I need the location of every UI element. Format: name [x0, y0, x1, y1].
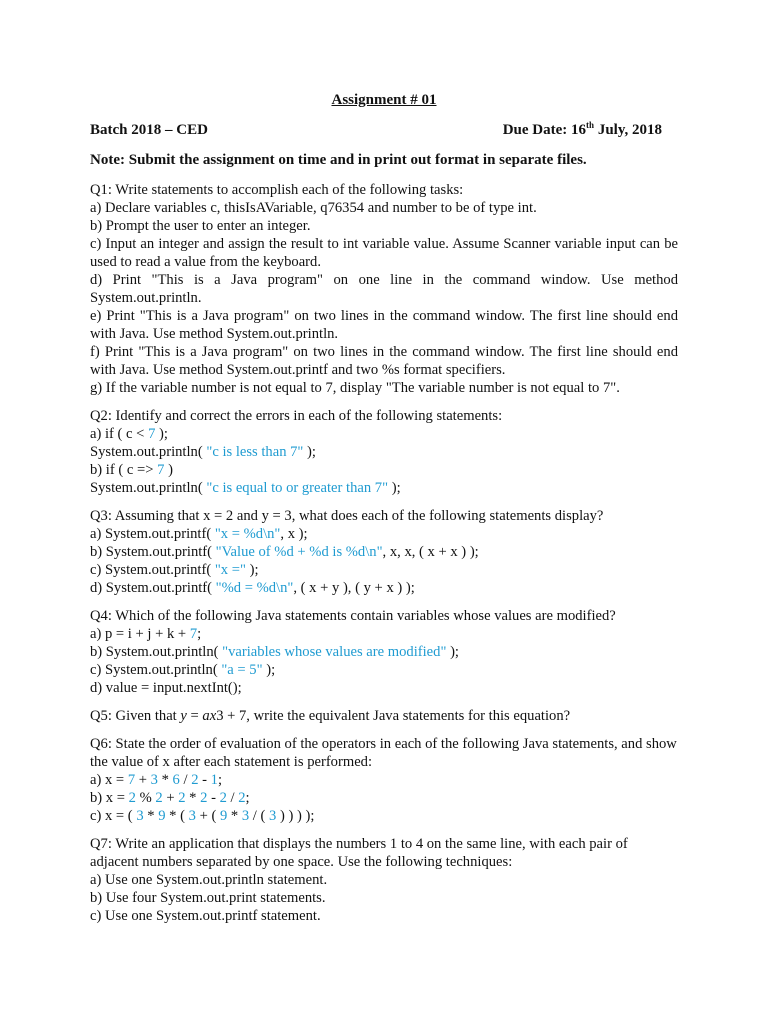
expr-number: 3	[150, 772, 158, 788]
assignment-title: Assignment # 01	[331, 92, 437, 108]
q4-item-b	[90, 643, 678, 661]
q2-item-b2	[90, 479, 678, 497]
expr-number: 3	[241, 808, 250, 824]
q2-a2-text: System.out.println(	[90, 444, 207, 460]
q6-item-b	[90, 789, 678, 807]
question-2	[90, 407, 678, 497]
q6-item-c	[90, 807, 678, 825]
expr-number: 2	[128, 790, 136, 806]
batch-label: Batch 2018 – CED	[90, 122, 208, 138]
question-3	[90, 507, 678, 597]
expr-operator: *	[157, 772, 173, 788]
q2-b-literal: 7	[157, 462, 165, 478]
q3-b-text: b) System.out.printf(	[90, 544, 216, 560]
q1-prompt: Q1: Write statements to accomplish each of the following tasks:	[90, 182, 464, 198]
expr-operator: *	[227, 808, 242, 824]
q2-a2-literal: "c is less than 7"	[206, 444, 304, 460]
q4-c-literal: "a = 5"	[221, 662, 263, 678]
q4-prompt: Q4: Which of the following Java statements contain variables whose values are modified?	[90, 608, 616, 624]
q4-item-a	[90, 625, 678, 643]
q2-b2-literal: "c is equal to or greater than 7"	[206, 480, 389, 496]
expr-operator: /	[179, 772, 192, 788]
header-meta	[90, 122, 662, 139]
question-5	[90, 707, 678, 725]
q3-item-b	[90, 543, 678, 561]
expr-operator: c) x = (	[90, 808, 137, 824]
q2-b2-text: System.out.println(	[90, 480, 207, 496]
q2-item-b	[90, 461, 678, 479]
q1-item-a: a) Declare variables c, thisIsAVariable, q76354 and number to be of type int.	[90, 200, 537, 216]
submission-note: Note: Submit the assignment on time and in print out format in separate files.	[90, 152, 587, 168]
expr-operator: *	[143, 808, 159, 824]
expr-number: 2	[219, 790, 227, 806]
q2-b2-tail: );	[388, 480, 401, 496]
question-6	[90, 735, 678, 825]
q1-item-b: b) Prompt the user to enter an integer.	[90, 218, 311, 234]
question-4	[90, 607, 678, 697]
expr-operator: a) x =	[90, 772, 128, 788]
q3-d-literal: "%d = %d\n"	[215, 580, 294, 596]
q5-equals: =	[186, 708, 203, 724]
due-date-sup: th	[586, 120, 595, 130]
q2-item-a	[90, 425, 678, 443]
q4-b-text: b) System.out.println(	[90, 644, 223, 660]
expr-number: 7	[127, 772, 136, 788]
q3-a-text: a) System.out.printf(	[90, 526, 215, 542]
q4-item-c	[90, 661, 678, 679]
expr-operator: +	[135, 772, 151, 788]
q2-b-text: b) if ( c =>	[90, 462, 158, 478]
expr-operator: *	[185, 790, 201, 806]
q4-c-tail: );	[262, 662, 276, 678]
due-date	[503, 122, 662, 139]
q4-b-literal: "variables whose values are modified"	[222, 644, 447, 660]
q3-c-text: c) System.out.printf(	[90, 562, 215, 578]
q3-item-a	[90, 525, 678, 543]
q3-b-literal: "Value of %d + %d is %d\n"	[215, 544, 383, 560]
expr-number: 2	[238, 790, 246, 806]
expr-number: 2	[178, 790, 186, 806]
q1-item-e: e) Print "This is a Java program" on two lines in the command window. The first line should end with Java. Use method System.out.println.	[90, 308, 678, 342]
question-7	[90, 835, 678, 925]
q3-b-tail: , x, x, ( x + x ) );	[382, 544, 479, 560]
q4-c-text: c) System.out.println(	[90, 662, 222, 678]
expr-operator: +	[162, 790, 179, 806]
q2-item-a2	[90, 443, 678, 461]
q4-a-tail: ;	[197, 626, 202, 642]
q2-a-literal: 7	[148, 426, 156, 442]
expr-operator: ) ) ) );	[276, 808, 315, 824]
q5-tail: 3 + 7, write the equivalent Java statements for this equation?	[216, 708, 571, 724]
expr-operator: ;	[245, 790, 250, 806]
q5-var-ax: ax	[202, 708, 217, 724]
questions	[90, 181, 678, 935]
expr-number: 9	[219, 808, 228, 824]
expr-number: 6	[172, 772, 180, 788]
q5-var-y: y	[180, 708, 187, 724]
q3-d-tail: , ( x + y ), ( y + x ) );	[293, 580, 415, 596]
q3-d-text: d) System.out.printf(	[90, 580, 216, 596]
q2-a-tail: );	[155, 426, 168, 442]
q4-a-text: a) p = i + j + k +	[90, 626, 190, 642]
expr-number: 3	[136, 808, 144, 824]
q1-item-g: g) If the variable number is not equal to 7, display "The variable number is not equal to 7".	[90, 380, 620, 396]
expr-operator: ;	[217, 772, 223, 788]
q3-a-literal: "x = %d\n"	[214, 526, 281, 542]
q3-a-tail: , x );	[280, 526, 308, 542]
q4-a-literal: 7	[189, 626, 198, 642]
expr-number: 2	[191, 772, 199, 788]
q5-text: Q5: Given that	[90, 708, 181, 724]
q1-item-c: c) Input an integer and assign the result to int variable value. Assume Scanner variable input can be used to read a value from the keyboard.	[90, 236, 678, 270]
q1-item-d: d) Print "This is a Java program" on one line in the command window. Use method System.out.println.	[90, 272, 678, 306]
q2-a-text: a) if ( c <	[90, 426, 149, 442]
expr-number: 9	[158, 808, 166, 824]
q6-prompt: Q6: State the order of evaluation of the operators in each of the following Java statements, and show the value of x after each statement is performed:	[90, 736, 677, 770]
expr-operator: -	[198, 772, 211, 788]
expr-operator: /	[226, 790, 239, 806]
q7-item-a: a) Use one System.out.println statement.	[90, 872, 328, 888]
q2-b-tail: )	[164, 462, 173, 478]
expr-number: 2	[200, 790, 208, 806]
q7-item-b: b) Use four System.out.print statements.	[90, 890, 326, 906]
expr-number: 2	[155, 790, 163, 806]
expr-operator: + (	[195, 808, 220, 824]
q6-item-a	[90, 771, 678, 789]
expr-operator: b) x =	[90, 790, 129, 806]
q3-c-tail: );	[245, 562, 259, 578]
expr-operator: * (	[165, 808, 189, 824]
due-date-suffix: July, 2018	[594, 122, 662, 138]
expr-operator: %	[135, 790, 156, 806]
q4-b-tail: );	[446, 644, 459, 660]
q2-prompt: Q2: Identify and correct the errors in each of the following statements:	[90, 408, 503, 424]
q5-prompt	[90, 707, 678, 725]
question-1	[90, 181, 678, 397]
due-date-prefix: Due Date: 16	[502, 122, 587, 138]
q3-prompt: Q3: Assuming that x = 2 and y = 3, what does each of the following statements display?	[90, 508, 604, 524]
q2-a2-tail: );	[303, 444, 316, 460]
expr-operator: / (	[249, 808, 270, 824]
q3-item-c	[90, 561, 678, 579]
q1-item-f: f) Print "This is a Java program" on two lines in the command window. The first line should end with Java. Use method System.out.printf and two %s format specifiers.	[90, 344, 678, 378]
q3-item-d	[90, 579, 678, 597]
q7-item-c: c) Use one System.out.printf statement.	[90, 908, 321, 924]
expr-number: 3	[188, 808, 196, 824]
q7-prompt: Q7: Write an application that displays the numbers 1 to 4 on the same line, with each pair of adjacent numbers separated by one space. Use the following techniques:	[90, 836, 628, 870]
expr-number: 1	[210, 772, 218, 788]
q3-c-literal: "x ="	[214, 562, 246, 578]
expr-number: 3	[269, 808, 277, 824]
q4-item-d: d) value = input.nextInt();	[90, 680, 242, 696]
expr-operator: -	[207, 790, 220, 806]
